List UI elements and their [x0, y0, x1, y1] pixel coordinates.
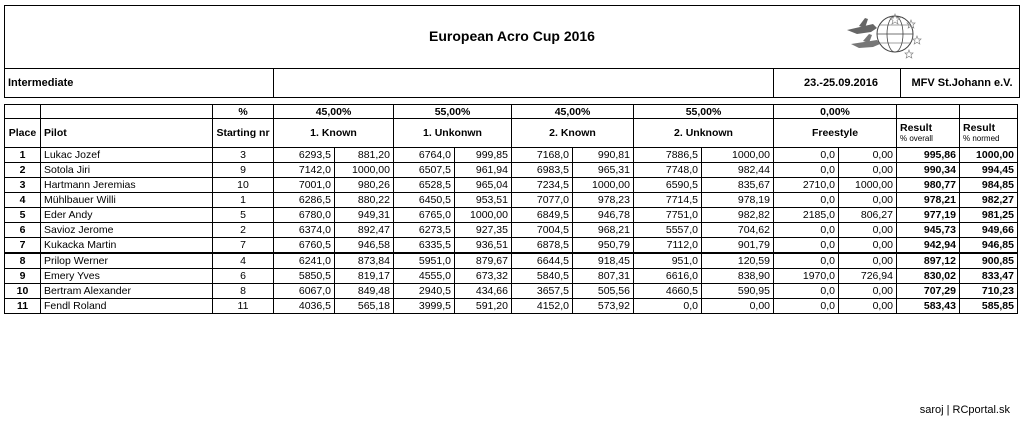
normalized-score-cell: 1000,00 [702, 148, 774, 163]
page-title: European Acro Cup 2016 [429, 28, 595, 44]
raw-score-cell: 6616,0 [634, 269, 702, 284]
raw-score-cell: 4036,5 [274, 299, 335, 314]
raw-score-cell: 3657,5 [512, 284, 573, 299]
normalized-score-cell: 1000,00 [839, 178, 897, 193]
pilot-name-cell: Sotola Jiri [41, 163, 213, 178]
raw-score-cell: 0,0 [774, 253, 839, 269]
round-weight: 45,00% [512, 105, 634, 119]
raw-score-cell: 6286,5 [274, 193, 335, 208]
raw-score-cell: 6849,5 [512, 208, 573, 223]
result-normed-cell: 946,85 [960, 238, 1018, 254]
result-normed-cell: 833,47 [960, 269, 1018, 284]
place-cell: 8 [5, 253, 41, 269]
club-logo-icon [843, 12, 923, 62]
place-cell: 6 [5, 223, 41, 238]
result-normed-cell: 982,27 [960, 193, 1018, 208]
starting-number-cell: 3 [213, 148, 274, 163]
normalized-score-cell: 953,51 [455, 193, 512, 208]
result-overall-label: % overall [900, 134, 933, 143]
result-normed-cell: 984,85 [960, 178, 1018, 193]
normalized-score-cell: 968,21 [573, 223, 634, 238]
place-cell: 9 [5, 269, 41, 284]
result-overall-cell: 977,19 [897, 208, 960, 223]
normalized-score-cell: 901,79 [702, 238, 774, 254]
place-cell: 3 [5, 178, 41, 193]
table-row [5, 238, 1018, 254]
pilot-header: Pilot [41, 119, 213, 148]
result-normed-cell: 585,85 [960, 299, 1018, 314]
result-overall-cell: 945,73 [897, 223, 960, 238]
normalized-score-cell: 120,59 [702, 253, 774, 269]
table-row [5, 284, 1018, 299]
raw-score-cell: 2710,0 [774, 178, 839, 193]
normalized-score-cell: 999,85 [455, 148, 512, 163]
result-overall-header [897, 119, 960, 148]
result-overall-cell: 990,34 [897, 163, 960, 178]
normalized-score-cell: 806,27 [839, 208, 897, 223]
normalized-score-cell: 0,00 [839, 163, 897, 178]
club-name: MFV St.Johann e.V. [911, 77, 1013, 89]
raw-score-cell: 6241,0 [274, 253, 335, 269]
blank-cell [5, 105, 41, 119]
normalized-score-cell: 881,20 [335, 148, 394, 163]
pilot-name-cell: Eder Andy [41, 208, 213, 223]
normalized-score-cell: 819,17 [335, 269, 394, 284]
divider [273, 69, 274, 97]
raw-score-cell: 7748,0 [634, 163, 702, 178]
place-cell: 7 [5, 238, 41, 254]
table-row [5, 253, 1018, 269]
result-overall-cell: 830,02 [897, 269, 960, 284]
raw-score-cell: 6335,5 [394, 238, 455, 254]
normalized-score-cell: 0,00 [839, 223, 897, 238]
normalized-score-cell: 965,31 [573, 163, 634, 178]
raw-score-cell: 7077,0 [512, 193, 573, 208]
raw-score-cell: 6780,0 [274, 208, 335, 223]
normalized-score-cell: 949,31 [335, 208, 394, 223]
place-header: Place [5, 119, 41, 148]
normalized-score-cell: 927,35 [455, 223, 512, 238]
results-table [4, 104, 1018, 314]
normalized-score-cell: 590,95 [702, 284, 774, 299]
footer-credit: saroj | RCportal.sk [919, 404, 1010, 416]
normalized-score-cell: 835,67 [702, 178, 774, 193]
normalized-score-cell: 434,66 [455, 284, 512, 299]
result-normed-cell: 994,45 [960, 163, 1018, 178]
raw-score-cell: 5951,0 [394, 253, 455, 269]
normalized-score-cell: 0,00 [839, 238, 897, 254]
normalized-score-cell: 505,56 [573, 284, 634, 299]
result-normed-cell: 1000,00 [960, 148, 1018, 163]
pct-label: % [213, 105, 274, 119]
normalized-score-cell: 982,82 [702, 208, 774, 223]
normalized-score-cell: 892,47 [335, 223, 394, 238]
event-date: 23.-25.09.2016 [803, 77, 878, 89]
raw-score-cell: 7714,5 [634, 193, 702, 208]
normalized-score-cell: 0,00 [839, 193, 897, 208]
raw-score-cell: 6450,5 [394, 193, 455, 208]
raw-score-cell: 0,0 [774, 238, 839, 254]
normalized-score-cell: 980,26 [335, 178, 394, 193]
starting-number-cell: 10 [213, 178, 274, 193]
raw-score-cell: 7001,0 [274, 178, 335, 193]
raw-score-cell: 951,0 [634, 253, 702, 269]
starting-number-cell: 7 [213, 238, 274, 254]
normalized-score-cell: 565,18 [335, 299, 394, 314]
raw-score-cell: 0,0 [774, 223, 839, 238]
result-overall-cell: 942,94 [897, 238, 960, 254]
starting-number-cell: 2 [213, 223, 274, 238]
raw-score-cell: 7168,0 [512, 148, 573, 163]
raw-score-cell: 6067,0 [274, 284, 335, 299]
round-header: 1. Unkonwn [394, 119, 512, 148]
normalized-score-cell: 1000,00 [455, 208, 512, 223]
raw-score-cell: 6507,5 [394, 163, 455, 178]
place-cell: 1 [5, 148, 41, 163]
normalized-score-cell: 936,51 [455, 238, 512, 254]
raw-score-cell: 4152,0 [512, 299, 573, 314]
result-label: Result [963, 122, 996, 134]
normalized-score-cell: 1000,00 [573, 178, 634, 193]
starting-number-cell: 8 [213, 284, 274, 299]
raw-score-cell: 6273,5 [394, 223, 455, 238]
raw-score-cell: 6760,5 [274, 238, 335, 254]
raw-score-cell: 0,0 [774, 299, 839, 314]
result-overall-cell: 995,86 [897, 148, 960, 163]
starting-number-cell: 4 [213, 253, 274, 269]
table-row [5, 193, 1018, 208]
table-row [5, 148, 1018, 163]
round-weight: 45,00% [274, 105, 394, 119]
raw-score-cell: 5850,5 [274, 269, 335, 284]
normalized-score-cell: 880,22 [335, 193, 394, 208]
table-row [5, 178, 1018, 193]
raw-score-cell: 0,0 [774, 148, 839, 163]
table-row [5, 299, 1018, 314]
table-row [5, 223, 1018, 238]
raw-score-cell: 6644,5 [512, 253, 573, 269]
place-cell: 11 [5, 299, 41, 314]
normalized-score-cell: 961,94 [455, 163, 512, 178]
divider [900, 69, 901, 97]
raw-score-cell: 7112,0 [634, 238, 702, 254]
normalized-score-cell: 0,00 [839, 148, 897, 163]
normalized-score-cell: 879,67 [455, 253, 512, 269]
raw-score-cell: 2185,0 [774, 208, 839, 223]
starting-number-cell: 11 [213, 299, 274, 314]
result-normed-header [960, 119, 1018, 148]
normalized-score-cell: 0,00 [839, 299, 897, 314]
raw-score-cell: 6528,5 [394, 178, 455, 193]
starting-number-cell: 1 [213, 193, 274, 208]
raw-score-cell: 5840,5 [512, 269, 573, 284]
round-weight: 55,00% [634, 105, 774, 119]
raw-score-cell: 6293,5 [274, 148, 335, 163]
raw-score-cell: 6590,5 [634, 178, 702, 193]
raw-score-cell: 6878,5 [512, 238, 573, 254]
weight-row [5, 105, 1018, 119]
table-row [5, 269, 1018, 284]
place-cell: 10 [5, 284, 41, 299]
result-normed-cell: 949,66 [960, 223, 1018, 238]
info-bar [4, 69, 1020, 98]
normalized-score-cell: 591,20 [455, 299, 512, 314]
normalized-score-cell: 704,62 [702, 223, 774, 238]
result-overall-cell: 980,77 [897, 178, 960, 193]
normalized-score-cell: 838,90 [702, 269, 774, 284]
normalized-score-cell: 873,84 [335, 253, 394, 269]
starting-number-cell: 9 [213, 163, 274, 178]
result-overall-cell: 583,43 [897, 299, 960, 314]
result-normed-cell: 900,85 [960, 253, 1018, 269]
result-label: Result [900, 122, 933, 134]
pilot-name-cell: Savioz Jerome [41, 223, 213, 238]
raw-score-cell: 6983,5 [512, 163, 573, 178]
normalized-score-cell: 978,19 [702, 193, 774, 208]
divider [773, 69, 774, 97]
round-weight: 55,00% [394, 105, 512, 119]
pilot-name-cell: Emery Yves [41, 269, 213, 284]
raw-score-cell: 5557,0 [634, 223, 702, 238]
start-header: Starting nr [213, 119, 274, 148]
table-row [5, 208, 1018, 223]
raw-score-cell: 7234,5 [512, 178, 573, 193]
result-normed-label: % normed [963, 134, 1000, 143]
normalized-score-cell: 950,79 [573, 238, 634, 254]
raw-score-cell: 7886,5 [634, 148, 702, 163]
normalized-score-cell: 726,94 [839, 269, 897, 284]
pilot-name-cell: Fendl Roland [41, 299, 213, 314]
header-box [4, 5, 1020, 69]
raw-score-cell: 1970,0 [774, 269, 839, 284]
normalized-score-cell: 0,00 [839, 284, 897, 299]
round-header: 2. Known [512, 119, 634, 148]
pilot-name-cell: Bertram Alexander [41, 284, 213, 299]
raw-score-cell: 6765,0 [394, 208, 455, 223]
header-row [5, 119, 1018, 148]
raw-score-cell: 7004,5 [512, 223, 573, 238]
raw-score-cell: 0,0 [774, 163, 839, 178]
raw-score-cell: 7751,0 [634, 208, 702, 223]
pilot-name-cell: Kukacka Martin [41, 238, 213, 254]
normalized-score-cell: 673,32 [455, 269, 512, 284]
blank-cell [41, 105, 213, 119]
pilot-name-cell: Prilop Werner [41, 253, 213, 269]
raw-score-cell: 0,0 [774, 284, 839, 299]
raw-score-cell: 4660,5 [634, 284, 702, 299]
round-header: 1. Known [274, 119, 394, 148]
raw-score-cell: 2940,5 [394, 284, 455, 299]
normalized-score-cell: 1000,00 [335, 163, 394, 178]
raw-score-cell: 6374,0 [274, 223, 335, 238]
raw-score-cell: 0,0 [774, 193, 839, 208]
normalized-score-cell: 807,31 [573, 269, 634, 284]
place-cell: 2 [5, 163, 41, 178]
result-overall-cell: 897,12 [897, 253, 960, 269]
raw-score-cell: 6764,0 [394, 148, 455, 163]
raw-score-cell: 0,0 [634, 299, 702, 314]
raw-score-cell: 7142,0 [274, 163, 335, 178]
pilot-name-cell: Mühlbauer Willi [41, 193, 213, 208]
starting-number-cell: 5 [213, 208, 274, 223]
normalized-score-cell: 573,92 [573, 299, 634, 314]
table-row [5, 163, 1018, 178]
normalized-score-cell: 0,00 [839, 253, 897, 269]
normalized-score-cell: 849,48 [335, 284, 394, 299]
category-label: Intermediate [8, 77, 74, 89]
result-normed-cell: 710,23 [960, 284, 1018, 299]
round-header: 2. Unknown [634, 119, 774, 148]
normalized-score-cell: 990,81 [573, 148, 634, 163]
result-overall-cell: 978,21 [897, 193, 960, 208]
result-overall-cell: 707,29 [897, 284, 960, 299]
pilot-name-cell: Hartmann Jeremias [41, 178, 213, 193]
raw-score-cell: 3999,5 [394, 299, 455, 314]
normalized-score-cell: 946,78 [573, 208, 634, 223]
normalized-score-cell: 965,04 [455, 178, 512, 193]
place-cell: 4 [5, 193, 41, 208]
starting-number-cell: 6 [213, 269, 274, 284]
blank-cell [960, 105, 1018, 119]
round-weight: 0,00% [774, 105, 897, 119]
normalized-score-cell: 978,23 [573, 193, 634, 208]
place-cell: 5 [5, 208, 41, 223]
pilot-name-cell: Lukac Jozef [41, 148, 213, 163]
normalized-score-cell: 0,00 [702, 299, 774, 314]
normalized-score-cell: 918,45 [573, 253, 634, 269]
round-header: Freestyle [774, 119, 897, 148]
raw-score-cell: 4555,0 [394, 269, 455, 284]
result-normed-cell: 981,25 [960, 208, 1018, 223]
blank-cell [897, 105, 960, 119]
normalized-score-cell: 982,44 [702, 163, 774, 178]
normalized-score-cell: 946,58 [335, 238, 394, 254]
